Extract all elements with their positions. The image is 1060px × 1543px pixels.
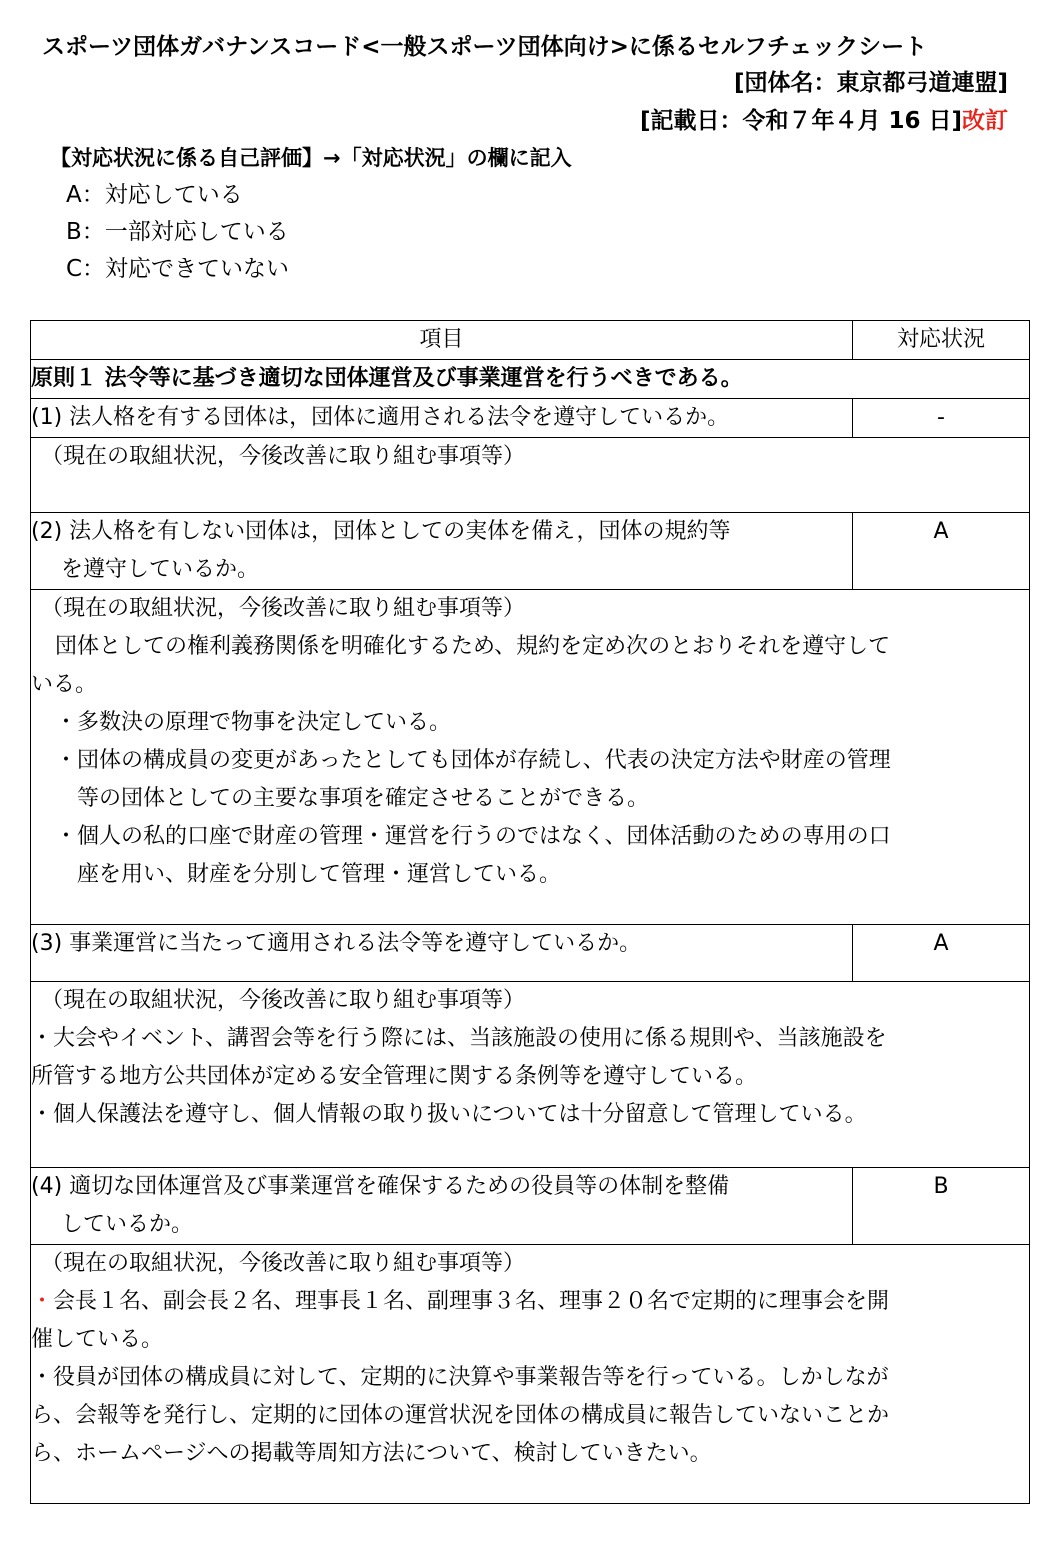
red-bullet: ・ (31, 1289, 54, 1314)
comment-4-line-2b: ら、会報等を発行し、定期的に団体の運営状況を団体の構成員に報告していないことか (31, 1403, 890, 1428)
principle-row (31, 360, 1030, 399)
question-3-comment (31, 982, 1030, 1168)
comment-4-line-2c: ら、ホームページへの掲載等周知方法について、検討していきたい。 (31, 1441, 712, 1466)
self-check-table (30, 320, 1030, 1504)
legend-item-a: A：対応している (66, 182, 243, 208)
comment-2-bullet-3b: 座を用い、財産を分別して管理・運営している。 (77, 862, 562, 887)
question-4-status: B (853, 1168, 1030, 1245)
comment-2-bullet-2b: 等の団体としての主要な事項を確定させることができる。 (77, 786, 650, 811)
comment-label: （現在の取組状況，今後改善に取り組む事項等） (41, 988, 526, 1013)
organization-name: [団体名：東京都弓道連盟] (733, 70, 1008, 96)
comment-3-line-1b: 所管する地方公共団体が定める安全管理に関する条例等を遵守している。 (31, 1064, 758, 1089)
comment-4-line-1a-text: 会長１名、副会長２名、理事長１名、副理事３名、理事２０名で定期的に理事会を開 (53, 1289, 890, 1314)
legend-item-b: B：一部対応している (66, 219, 289, 245)
question-row-3 (31, 925, 1030, 982)
question-2-line-2: を遵守しているか。 (61, 557, 260, 582)
question-3-text: (3) 事業運営に当たって適用される法令等を遵守しているか。 (31, 925, 853, 982)
question-4-line-1: (4) 適切な団体運営及び事業運営を確保するための役員等の体制を整備 (31, 1174, 730, 1199)
question-row-2 (31, 513, 1030, 590)
column-header-item: 項目 (31, 321, 853, 360)
document-title: スポーツ団体ガバナンスコード<一般スポーツ団体向け>に係るセルフチェックシート (42, 34, 928, 60)
question-2-line-1: (2) 法人格を有しない団体は，団体としての実体を備え，団体の規約等 (31, 519, 731, 544)
header-row (31, 321, 1030, 360)
question-2-status: A (853, 513, 1030, 590)
comment-row-2 (31, 590, 1030, 925)
date-text: [記載日：令和７年４月 16 日] (639, 108, 962, 134)
legend-title: 【対応状況に係る自己評価】→「対応状況」の欄に記入 (50, 146, 572, 170)
comment-label: （現在の取組状況，今後改善に取り組む事項等） (41, 444, 526, 469)
question-3-status: A (853, 925, 1030, 982)
principle-1: 原則１ 法令等に基づき適切な団体運営及び事業運営を行うべきである。 (31, 360, 1030, 399)
question-2-comment (31, 590, 1030, 925)
comment-label: （現在の取組状況，今後改善に取り組む事項等） (41, 1251, 526, 1276)
question-row-1 (31, 399, 1030, 438)
legend-item-c: C：対応できていない (66, 256, 290, 282)
comment-label: （現在の取組状況，今後改善に取り組む事項等） (41, 596, 526, 621)
question-1-status: - (853, 399, 1030, 438)
question-row-4 (31, 1168, 1030, 1245)
column-header-status: 対応状況 (853, 321, 1030, 360)
comment-2-intro-2: いる。 (31, 672, 98, 697)
question-4-text (31, 1168, 853, 1245)
comment-3-line-1a: ・大会やイベント、講習会等を行う際には、当該施設の使用に係る規則や、当該施設を (31, 1026, 887, 1051)
comment-3-line-2: ・個人保護法を遵守し、個人情報の取り扱いについては十分留意して管理している。 (31, 1102, 867, 1127)
comment-4-line-1a (31, 1283, 1029, 1321)
question-2-text (31, 513, 853, 590)
comment-4-line-1b: 催している。 (31, 1327, 164, 1352)
revised-mark: 改訂 (962, 108, 1008, 134)
comment-2-bullet-3a: ・個人の私的口座で財産の管理・運営を行うのではなく、団体活動のための専用の口 (55, 824, 891, 849)
question-4-line-2: しているか。 (61, 1212, 194, 1237)
entry-date (640, 102, 1008, 135)
comment-4-line-2a: ・役員が団体の構成員に対して、定期的に決算や事業報告等を行っている。しかしなが (31, 1365, 889, 1390)
comment-2-bullet-1: ・多数決の原理で物事を決定している。 (55, 710, 452, 735)
comment-row-1 (31, 438, 1030, 513)
comment-2-bullet-2a: ・団体の構成員の変更があったとしても団体が存続し、代表の決定方法や財産の管理 (55, 748, 891, 773)
comment-2-intro-1: 団体としての権利義務関係を明確化するため、規約を定め次のとおりそれを遵守して (55, 634, 891, 659)
comment-row-3 (31, 982, 1030, 1168)
comment-row-4 (31, 1245, 1030, 1504)
question-1-comment (31, 438, 1030, 513)
question-1-text: (1) 法人格を有する団体は，団体に適用される法令を遵守しているか。 (31, 399, 853, 438)
question-4-comment (31, 1245, 1030, 1504)
